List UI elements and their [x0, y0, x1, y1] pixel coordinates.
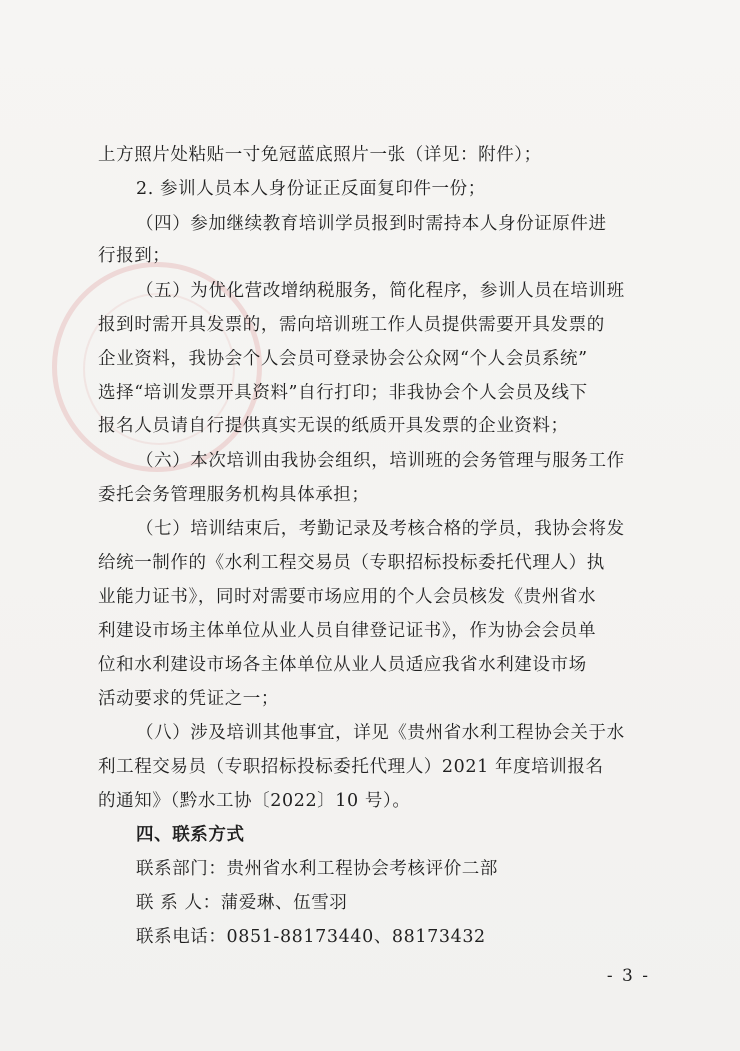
body-line: 利建设市场主体单位从业人员自律登记证书》，作为协会会员单: [98, 621, 597, 641]
contact-phone: 联系电话：0851-88173440、88173432: [136, 927, 486, 947]
body-line: 2. 参训人员本人身份证正反面复印件一份；: [136, 179, 486, 199]
page-number: - 3 -: [606, 966, 650, 986]
body-line: 报到时需开具发票的，需向培训班工作人员提供需要开具发票的: [98, 315, 605, 335]
body-line: 的通知》（黔水工协〔2022〕10 号）。: [98, 791, 411, 811]
body-line: （四）参加继续教育培训学员报到时需持本人身份证原件进: [136, 214, 607, 234]
body-line: 活动要求的凭证之一；: [98, 689, 279, 709]
body-line: 企业资料，我协会个人会员可登录协会公众网“个人会员系统”: [98, 349, 588, 369]
body-line: 上方照片处粘贴一寸免冠蓝底照片一张（详见：附件）；: [98, 145, 542, 165]
body-line: 业能力证书》，同时对需要市场应用的个人会员核发《贵州省水: [98, 587, 597, 607]
contact-person: 联 系 人：蒲爱琳、伍雪羽: [136, 893, 348, 913]
body-line: 行报到；: [98, 246, 171, 266]
body-line: （八）涉及培训其他事宜，详见《贵州省水利工程协会关于水: [136, 723, 625, 743]
body-line: 选择“培训发票开具资料”自行打印；非我协会个人会员及线下: [98, 383, 588, 403]
body-line: 委托会务管理服务机构具体承担；: [98, 485, 370, 505]
body-line: 给统一制作的《水利工程交易员（专职招标投标委托代理人）执: [98, 553, 605, 573]
body-line: 报名人员请自行提供真实无误的纸质开具发票的企业资料；: [98, 416, 569, 436]
body-line: （七）培训结束后，考勤记录及考核合格的学员，我协会将发: [136, 519, 625, 539]
body-line: 利工程交易员（专职招标投标委托代理人）2021 年度培训报名: [98, 757, 604, 777]
body-line: （六）本次培训由我协会组织，培训班的会务管理与服务工作: [136, 451, 625, 471]
contact-department: 联系部门：贵州省水利工程协会考核评价二部: [136, 859, 498, 879]
body-line: （五）为优化营改增纳税服务，简化程序，参训人员在培训班: [136, 281, 625, 301]
body-line: 位和水利建设市场各主体单位从业人员适应我省水利建设市场: [98, 655, 587, 675]
section-heading-contact: 四、联系方式: [136, 825, 245, 845]
